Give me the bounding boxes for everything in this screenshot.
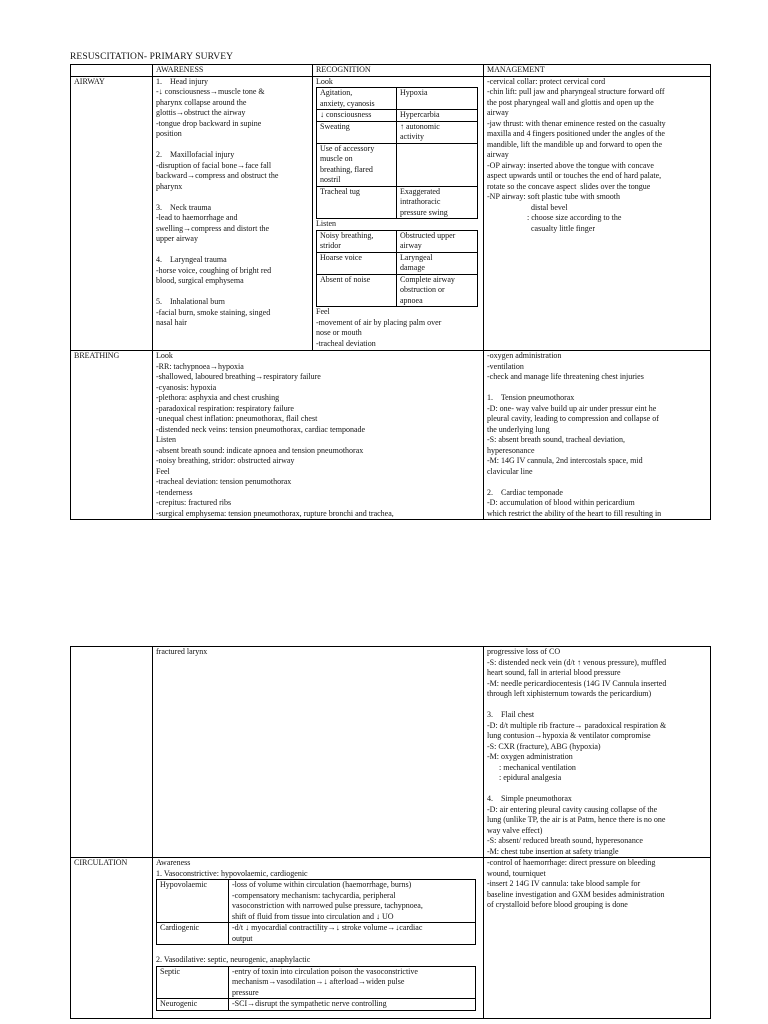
circulation-management-text: -control of haemorrhage: direct pressure on bleeding wound, tourniquet -insert 2 14G IV cannula: take blood sample for baseline investigation and GXM besides administration of crystalloid before blood grouping is done bbox=[487, 858, 665, 909]
look-row-meaning: Hypercarbia bbox=[397, 110, 478, 122]
breathing-row bbox=[71, 351, 711, 520]
feel-text: Feel -movement of air by placing palm over nose or mouth -tracheal deviation bbox=[316, 307, 442, 348]
header-management: MANAGEMENT bbox=[484, 65, 711, 77]
breathing-label: BREATHING bbox=[71, 351, 153, 520]
vasodilative-row bbox=[157, 999, 476, 1011]
look-label: Look bbox=[316, 76, 333, 86]
vasoconstrictive-row bbox=[157, 880, 476, 923]
vasoconstrictive-heading: 1. Vasoconstrictive: hypovolaemic, cardiogenic bbox=[156, 868, 308, 878]
header-empty-cell bbox=[71, 65, 153, 77]
breathing-continued-label bbox=[71, 647, 153, 858]
breathing-management-text: -oxygen administration -ventilation -check and manage life threatening chest injuries 1. Tension pneumothorax -D: one- way valve build up air under pressur eint he pleural cavity, leading to compression and collapse of the underlying lung -S: absent breath sound, tracheal deviation, hyperesonance -M: 14G IV cannula, 2nd intercostals space, mid clavicular line 2. Cardiac temponade -D: accumulation of blood within pericardium which restrict the ability of the heart to fill resulting in bbox=[487, 351, 662, 518]
breathing-continued-row bbox=[71, 647, 711, 858]
breathing-recognition-text: Look -RR: tachypnoea→hypoxia -shallowed, laboured breathing→respiratory failure -cyanosis: hypoxia -plethora: asphyxia and chest crushing -paradoxical respiration: respiratory failure -unequal chest inflation: pneumothorax, flail chest -distended neck veins: tension pneumothorax, cardiac temponade Listen -absent breath sound: indicate apnoea and tension pneumothorax -noisy breathing, stridor: obstructed airway Feel -tracheal deviation: tension penumothorax -tenderness -crepitus: fractured ribs -surgical emphysema: tension pneumothorax, rupture bronchi and trachea, bbox=[156, 351, 394, 518]
airway-recognition bbox=[313, 76, 484, 351]
circulation-awareness bbox=[153, 858, 484, 1019]
breathing-continued-management bbox=[484, 647, 711, 858]
airway-row bbox=[71, 76, 711, 351]
airway-awareness bbox=[153, 76, 313, 351]
airway-management bbox=[484, 76, 711, 351]
header-recognition: RECOGNITION bbox=[313, 65, 484, 77]
airway-label: AIRWAY bbox=[71, 76, 153, 351]
vasoconstrictive-row-term: Cardiogenic bbox=[157, 923, 229, 945]
vasodilative-row-meaning: -entry of toxin into circulation poison the vasoconstrictive mechanism→vasodilation→↓ afterload→widen pulse pressure bbox=[229, 966, 476, 999]
listen-row bbox=[317, 274, 478, 307]
look-row bbox=[317, 88, 478, 110]
look-row bbox=[317, 186, 478, 219]
breathing-continued-recognition bbox=[153, 647, 484, 858]
look-row bbox=[317, 110, 478, 122]
circulation-row bbox=[71, 858, 711, 1019]
vasoconstrictive-row bbox=[157, 923, 476, 945]
listen-row bbox=[317, 252, 478, 274]
document-title: RESUSCITATION- PRIMARY SURVEY bbox=[70, 52, 234, 62]
listen-row-meaning: Complete airway obstruction or apnoea bbox=[397, 274, 478, 307]
breathing-continued-management-text: progressive loss of CO -S: distended neck vein (d/t ↑ venous pressure), muffled heart sound, fall in arterial blood pressure -M: needle pericardiocentesis (14G IV Cannula inserted through left xiphisternum towards the pericardium) 3. Flail chest -D: d/t multiple rib fracture→ paradoxical respiration & lung contusion→hypoxia & ventilator compromise -S: CXR (fracture), ABG (hypoxia) -M: oxygen administration : mechanical ventilation : epidural analgesia 4. Simple pneumothorax -D: air entering pleural cavity causing collapse of the lung (unlike TP, the air is at Patm, hence there is no one way valve effect) -S: absent/ reduced breath sound, hyperesonance -M: chest tube insertion at safety triangle bbox=[487, 647, 667, 856]
look-table bbox=[316, 87, 478, 219]
primary-survey-table bbox=[70, 64, 711, 520]
look-row-term: Use of accessory muscle on breathing, flared nostril bbox=[317, 143, 397, 186]
circulation-awareness-label: Awareness bbox=[156, 858, 191, 867]
look-row-meaning bbox=[397, 143, 478, 186]
breathing-continued-recognition-text: fractured larynx bbox=[156, 647, 208, 656]
airway-awareness-text: 1. Head injury -↓ consciousness→muscle tone & pharynx collapse around the glottis→obstruct the airway -tongue drop backward in supine position 2. Maxillofacial injury -disruption of facial bone→face fall backward→compress and obstruct the pharynx 3. Neck trauma -lead to haemorrhage and swelling→compress and distort the upper airway 4. Laryngeal trauma -horse voice, coughing of bright red blood, surgical emphysema 5. Inhalational burn -facial burn, smoke staining, singed nasal hair bbox=[156, 76, 279, 327]
look-row-meaning: Exaggerated intrathoracic pressure swing bbox=[397, 186, 478, 219]
look-row bbox=[317, 143, 478, 186]
circulation-label: CIRCULATION bbox=[71, 858, 153, 1019]
listen-row-meaning: Laryngeal damage bbox=[397, 252, 478, 274]
listen-row-term: Hoarse voice bbox=[317, 252, 397, 274]
vasoconstrictive-row-term: Hypovolaemic bbox=[157, 880, 229, 923]
vasodilative-row-term: Septic bbox=[157, 966, 229, 999]
header-row bbox=[71, 65, 711, 77]
breathing-management bbox=[484, 351, 711, 520]
listen-row-term: Noisy breathing, stridor bbox=[317, 230, 397, 252]
vasoconstrictive-table bbox=[156, 879, 476, 945]
look-row-term: Tracheal tug bbox=[317, 186, 397, 219]
breathing-recognition bbox=[153, 351, 484, 520]
vasoconstrictive-row-meaning: -d/t ↓ myocardial contractility→↓ stroke volume→↓cardiac output bbox=[229, 923, 476, 945]
listen-row-term: Absent of noise bbox=[317, 274, 397, 307]
airway-management-text: -cervical collar: protect cervical cord -chin lift: pull jaw and pharyngeal structure forward off the post pharyngeal wall and glottis and open up the airway -jaw thrust: with thenar eminence rested on the casualty maxilla and 4 fingers positioned under the angles of the mandible, lift the mandible up and forward to open the airway -OP airway: inserted above the tongue with concave aspect upwards until or touches the end of hard palate, rotate so the concave aspect slides over the tongue -NP airway: soft plastic tube with smooth distal bevel : choose size according to the casualty little finger bbox=[487, 76, 666, 233]
vasoconstrictive-row-meaning: -loss of volume within circulation (haemorrhage, burns) -compensatory mechanism: tachycardia, peripheral vasoconstriction with narrowed pulse pressure, tachypnoea, shift of fluid from tissue into circulation and ↓ UO bbox=[229, 880, 476, 923]
vasodilative-row bbox=[157, 966, 476, 999]
listen-table bbox=[316, 230, 478, 308]
vasodilative-row-meaning: -SCI→disrupt the sympathetic nerve controlling bbox=[229, 999, 476, 1011]
primary-survey-table-continued bbox=[70, 646, 711, 1019]
listen-label: Listen bbox=[316, 219, 336, 228]
look-row bbox=[317, 121, 478, 143]
circulation-management bbox=[484, 858, 711, 1019]
vasodilative-row-term: Neurogenic bbox=[157, 999, 229, 1011]
look-row-meaning: ↑ autonomic activity bbox=[397, 121, 478, 143]
look-row-term: ↓ consciousness bbox=[317, 110, 397, 122]
vasodilative-table bbox=[156, 966, 476, 1011]
look-row-term: Sweating bbox=[317, 121, 397, 143]
listen-row-meaning: Obstructed upper airway bbox=[397, 230, 478, 252]
look-row-meaning: Hypoxia bbox=[397, 88, 478, 110]
look-row-term: Agitation, anxiety, cyanosis bbox=[317, 88, 397, 110]
listen-row bbox=[317, 230, 478, 252]
vasodilative-heading: 2. Vasodilative: septic, neurogenic, anaphylactic bbox=[156, 955, 311, 964]
header-awareness: AWARENESS bbox=[153, 65, 313, 77]
